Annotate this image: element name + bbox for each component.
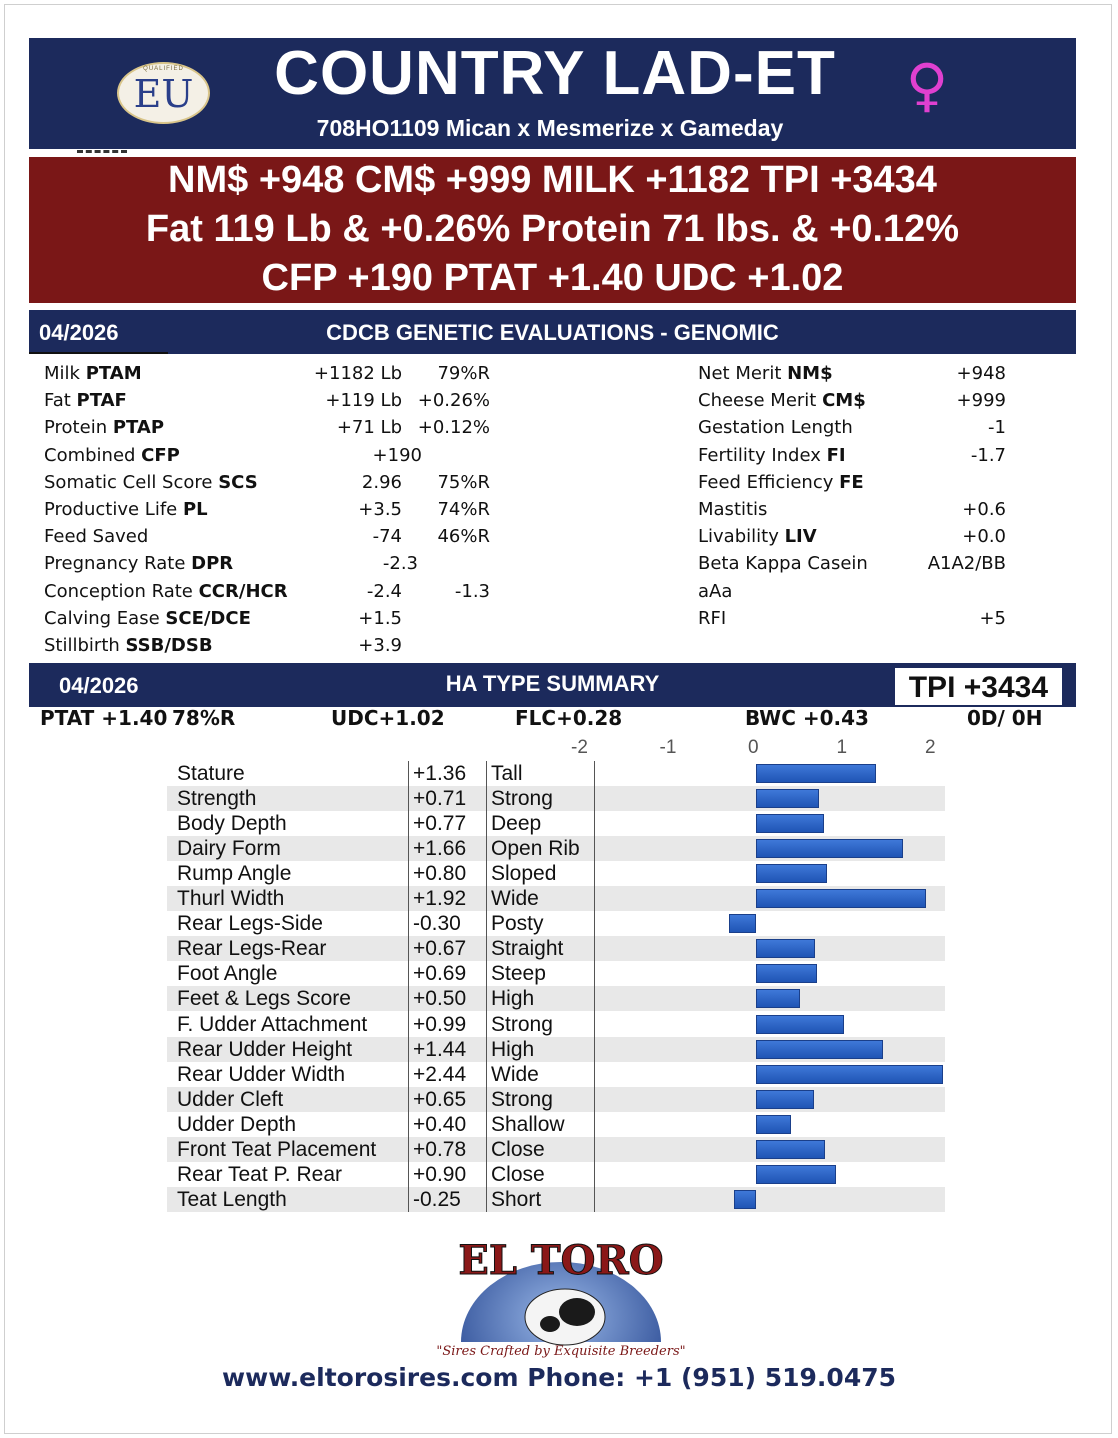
trait-bar xyxy=(756,839,903,858)
trait-descriptor: High xyxy=(491,1037,535,1061)
trait-name: Rear Udder Width xyxy=(177,1062,346,1086)
eu-logo-qualified: QUALIFIED xyxy=(143,66,184,72)
eval-label: Fat PTAF xyxy=(44,390,127,412)
eval-reliability: -1.3 xyxy=(454,580,490,602)
axis-tick-label: -2 xyxy=(571,737,588,758)
eval-row xyxy=(698,496,1018,523)
flc-value: FLC+0.28 xyxy=(515,706,623,730)
trait-row xyxy=(167,1087,945,1112)
eval-label: RFI xyxy=(698,607,727,629)
trait-value: +0.77 xyxy=(413,812,467,836)
trait-bar xyxy=(756,1165,836,1184)
eval-value: -1 xyxy=(988,417,1006,439)
eval-row xyxy=(698,605,1018,632)
eval-abbr: SCE/DCE xyxy=(165,607,251,629)
trait-value: +0.99 xyxy=(413,1012,467,1036)
highlights-panel xyxy=(29,157,1076,303)
trait-row xyxy=(167,936,945,961)
trait-value: +0.90 xyxy=(413,1162,467,1186)
eval-row xyxy=(698,550,1018,577)
eval-label: Combined CFP xyxy=(44,444,180,466)
chart-divider xyxy=(486,761,487,1212)
eval-abbr: CFP xyxy=(141,444,180,466)
trait-value: +1.36 xyxy=(413,762,467,785)
trait-bar xyxy=(756,1115,791,1134)
eval-reliability: 79%R xyxy=(437,363,490,384)
trait-name: F. Udder Attachment xyxy=(177,1012,368,1036)
eval-row xyxy=(44,469,514,496)
eval-row xyxy=(44,387,514,414)
axis-tick-label: 0 xyxy=(748,737,759,758)
eval-reliability: 46%R xyxy=(437,526,490,548)
eval-label: Feed Saved xyxy=(44,526,149,548)
ptat-value: PTAT +1.40 xyxy=(40,706,168,730)
trait-name: Strength xyxy=(177,787,257,811)
eval-reliability: +0.12% xyxy=(417,417,490,439)
eval-row xyxy=(44,523,514,550)
eval-row xyxy=(698,523,1018,550)
eval-label: Protein PTAP xyxy=(44,417,165,439)
trait-value: +1.92 xyxy=(413,887,467,911)
divider-dashes xyxy=(77,150,127,157)
eval-value: +5 xyxy=(979,607,1006,629)
trait-value: -0.30 xyxy=(413,912,461,936)
trait-descriptor: Wide xyxy=(491,887,539,911)
eval-value: +71 Lb xyxy=(336,417,402,439)
trait-descriptor: Wide xyxy=(491,1062,539,1086)
eval-label: aAa xyxy=(698,580,733,602)
daughters-herds: 0D/ 0H xyxy=(967,706,1043,730)
eu-logo-text: EU xyxy=(133,72,194,116)
tpi-badge: TPI +3434 xyxy=(895,668,1062,708)
eval-label: Somatic Cell Score SCS xyxy=(44,471,258,493)
evaluations-left xyxy=(44,360,514,659)
eval-label: Livability LIV xyxy=(698,526,817,548)
trait-descriptor: Tall xyxy=(491,762,523,785)
trait-bar xyxy=(756,864,827,883)
eval-label: Fertility Index FI xyxy=(698,444,846,466)
trait-descriptor: Posty xyxy=(491,912,544,936)
eval-label: Net Merit NM$ xyxy=(698,363,833,384)
eval-label: Beta Kappa Casein xyxy=(698,553,868,575)
eval-abbr: PTAP xyxy=(112,417,165,439)
trait-descriptor: Straight xyxy=(491,937,564,961)
trait-row xyxy=(167,1187,945,1212)
trait-name: Thurl Width xyxy=(177,887,285,911)
trait-descriptor: Steep xyxy=(491,962,546,986)
eval-value: 2.96 xyxy=(361,471,402,493)
eval-abbr: NM$ xyxy=(787,363,833,384)
type-summary-bar xyxy=(29,663,1076,707)
eval-label: Calving Ease SCE/DCE xyxy=(44,607,251,629)
eu-logo xyxy=(117,62,210,124)
eval-row xyxy=(44,632,514,659)
trait-value: +1.44 xyxy=(413,1037,467,1061)
trait-descriptor: Close xyxy=(491,1137,545,1161)
eval-row xyxy=(698,442,1018,469)
eval-reliability: +0.26% xyxy=(417,390,490,412)
eval-row xyxy=(698,578,1018,605)
trait-row xyxy=(167,986,945,1011)
trait-name: Front Teat Placement xyxy=(177,1137,377,1161)
eval-abbr: PTAM xyxy=(85,363,142,384)
udc-value: UDC+1.02 xyxy=(331,706,445,730)
trait-row xyxy=(167,1137,945,1162)
eval-row xyxy=(698,469,1018,496)
trait-value: +0.67 xyxy=(413,937,467,961)
trait-name: Rear Udder Height xyxy=(177,1037,353,1061)
trait-bar xyxy=(756,814,824,833)
cdcb-title: CDCB GENETIC EVALUATIONS - GENOMIC xyxy=(326,320,779,345)
eval-value: +999 xyxy=(956,390,1006,412)
eval-row xyxy=(44,360,514,387)
trait-name: Dairy Form xyxy=(177,837,281,861)
eval-abbr: FE xyxy=(839,471,864,493)
trait-bar xyxy=(756,964,817,983)
type-summary-title: HA TYPE SUMMARY xyxy=(445,671,660,696)
trait-bar xyxy=(756,1065,943,1084)
eval-value: +1182 Lb xyxy=(313,363,402,384)
eval-row xyxy=(698,360,1018,387)
axis-tick-label: 1 xyxy=(836,737,848,758)
trait-value: -0.25 xyxy=(413,1187,461,1211)
eval-label: Cheese Merit CM$ xyxy=(698,390,866,412)
eval-abbr: CM$ xyxy=(822,390,866,412)
trait-bar xyxy=(756,1140,825,1159)
eval-value: +119 Lb xyxy=(325,390,402,412)
eval-value: +190 xyxy=(372,444,422,466)
bwc-value: BWC +0.43 xyxy=(745,706,869,730)
eval-label: Gestation Length xyxy=(698,417,853,439)
trait-descriptor: Open Rib xyxy=(491,837,580,861)
eval-row xyxy=(44,496,514,523)
trait-value: +0.80 xyxy=(413,862,467,886)
trait-descriptor: Strong xyxy=(491,1087,553,1111)
trait-descriptor: Deep xyxy=(491,812,542,836)
trait-row xyxy=(167,861,945,886)
type-summary-line xyxy=(29,706,1076,732)
eval-label: Milk PTAM xyxy=(44,363,142,384)
trait-row xyxy=(167,911,945,936)
eval-label: Mastitis xyxy=(698,498,768,520)
trait-value: +0.65 xyxy=(413,1087,467,1111)
trait-bar xyxy=(756,789,819,808)
axis-tick-label: 2 xyxy=(925,737,936,758)
sire-name: COUNTRY LAD-ET xyxy=(274,39,836,108)
eval-row xyxy=(44,442,514,469)
eval-label: Pregnancy Rate DPR xyxy=(44,553,234,575)
eval-abbr: PL xyxy=(182,498,208,520)
eval-row xyxy=(44,550,514,577)
slogan: "Sires Crafted by Exquisite Breeders" xyxy=(436,1344,686,1359)
trait-value: +2.44 xyxy=(413,1062,467,1086)
eval-reliability: 74%R xyxy=(437,498,490,520)
eval-value: +1.5 xyxy=(358,607,402,629)
contact-line: www.eltorosires.com Phone: +1 (951) 519.0475 xyxy=(222,1363,896,1392)
trait-name: Rump Angle xyxy=(177,862,292,886)
trait-descriptor: Close xyxy=(491,1162,545,1186)
trait-value: +1.66 xyxy=(413,837,467,861)
eval-row xyxy=(698,414,1018,441)
trait-bar xyxy=(756,1015,844,1034)
eval-value: +3.9 xyxy=(358,634,402,656)
trait-value: +0.50 xyxy=(413,987,467,1011)
eval-row xyxy=(44,578,514,605)
eval-label: Conception Rate CCR/HCR xyxy=(44,580,288,602)
eval-row xyxy=(44,414,514,441)
eval-value: -2.3 xyxy=(382,553,418,575)
eval-abbr: LIV xyxy=(784,526,817,548)
cdcb-date-tab xyxy=(29,310,168,354)
eval-value: +0.6 xyxy=(962,498,1006,520)
trait-descriptor: Shallow xyxy=(491,1112,565,1136)
trait-name: Feet & Legs Score xyxy=(177,987,351,1011)
trait-value: +0.71 xyxy=(413,787,467,811)
trait-name: Rear Teat P. Rear xyxy=(177,1162,342,1186)
trait-name: Rear Legs-Rear xyxy=(177,937,327,961)
eval-value: +3.5 xyxy=(358,498,402,520)
eval-abbr: CCR/HCR xyxy=(198,580,288,602)
highlights-line-3: CFP +190 PTAT +1.40 UDC +1.02 xyxy=(261,257,844,299)
trait-name: Rear Legs-Side xyxy=(177,912,323,936)
trait-name: Body Depth xyxy=(177,812,287,836)
trait-bar xyxy=(756,1040,883,1059)
trait-row xyxy=(167,786,945,811)
trait-name: Foot Angle xyxy=(177,962,278,986)
trait-value: +0.69 xyxy=(413,962,467,986)
chart-divider xyxy=(408,761,409,1212)
eval-label: Feed Efficiency FE xyxy=(698,471,864,493)
eval-abbr: SSB/DSB xyxy=(125,634,213,656)
trait-name: Udder Depth xyxy=(177,1112,297,1136)
eval-label: Stillbirth SSB/DSB xyxy=(44,634,213,656)
eval-abbr: PTAF xyxy=(76,390,127,412)
eval-value: -2.4 xyxy=(366,580,402,602)
female-symbol-icon: ♀ xyxy=(905,51,949,119)
trait-name: Stature xyxy=(177,762,245,785)
eval-label: Productive Life PL xyxy=(44,498,208,520)
ptat-reliability: 78%R xyxy=(172,706,236,730)
trait-value: +0.40 xyxy=(413,1112,467,1136)
highlights-line-1: NM$ +948 CM$ +999 MILK +1182 TPI +3434 xyxy=(168,159,937,201)
eval-row xyxy=(44,605,514,632)
trait-bar xyxy=(756,764,876,783)
eval-abbr: FI xyxy=(826,444,846,466)
eval-abbr: DPR xyxy=(191,553,234,575)
evaluations-right xyxy=(698,360,1018,632)
eval-value: -1.7 xyxy=(970,444,1006,466)
trait-bar xyxy=(756,1090,814,1109)
trait-row xyxy=(167,811,945,836)
cdcb-date: 04/2026 xyxy=(39,320,119,345)
trait-descriptor: Sloped xyxy=(491,862,557,886)
type-summary-date: 04/2026 xyxy=(59,673,139,698)
trait-bar xyxy=(734,1190,756,1209)
el-toro-logo-text: EL TORO xyxy=(458,1237,664,1284)
cdcb-header-bar xyxy=(29,310,1076,354)
trait-bar xyxy=(756,939,815,958)
trait-row xyxy=(167,1112,945,1137)
trait-row xyxy=(167,961,945,986)
highlights-line-2: Fat 119 Lb & +0.26% Protein 71 lbs. & +0.12% xyxy=(145,208,960,250)
eval-row xyxy=(698,387,1018,414)
el-toro-logo xyxy=(455,1232,667,1362)
sire-pedigree: 708HO1109 Mican x Mesmerize x Gameday xyxy=(316,115,784,141)
eval-value: A1A2/BB xyxy=(927,553,1006,575)
trait-name: Teat Length xyxy=(177,1187,287,1211)
trait-descriptor: Strong xyxy=(491,787,553,811)
eval-value: -74 xyxy=(372,526,402,548)
trait-bar xyxy=(729,914,756,933)
eval-value: +0.0 xyxy=(962,526,1006,548)
chart-divider xyxy=(594,761,595,1212)
eval-value: +948 xyxy=(956,363,1006,384)
trait-descriptor: Short xyxy=(491,1187,542,1211)
trait-bar xyxy=(756,889,926,908)
trait-value: +0.78 xyxy=(413,1137,467,1161)
axis-tick-label: -1 xyxy=(659,737,677,758)
trait-name: Udder Cleft xyxy=(177,1087,284,1111)
trait-bar xyxy=(756,989,800,1008)
eval-reliability: 75%R xyxy=(437,471,490,493)
eval-abbr: SCS xyxy=(218,471,258,493)
trait-descriptor: Strong xyxy=(491,1012,553,1036)
trait-descriptor: High xyxy=(491,987,535,1011)
